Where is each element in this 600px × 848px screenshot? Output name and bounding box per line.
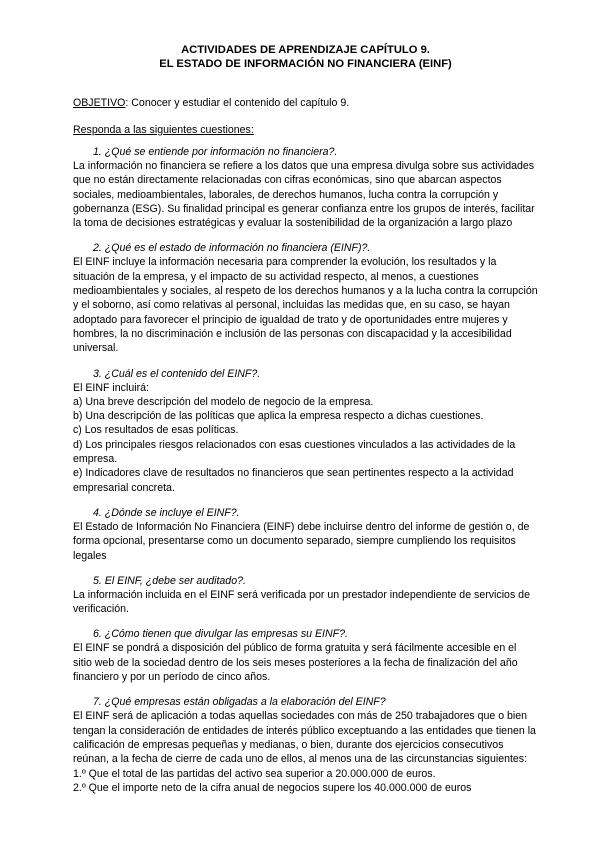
answer-text [73, 381, 538, 495]
question-7 [73, 695, 538, 795]
answer-line: b) Una descripción de las políticas que aplica la empresa respecto a dichas cuestiones. [73, 410, 484, 423]
objective-label: OBJETIVO [73, 97, 126, 109]
question-5 [73, 574, 538, 617]
answer-text [73, 641, 538, 684]
question-text: 6. ¿Cómo tienen que divulgar las empresas su EINF?. [93, 628, 348, 641]
question-text: 2. ¿Qué es el estado de información no financiera (EINF)?. [93, 242, 371, 255]
answer-paragraph: El Estado de Información No Financiera (EINF) debe incluirse dentro del informe de gestión o, de forma opcional, presentarse como un documento separado, siempre cumpliendo los requisitos legales [73, 520, 530, 562]
question-text: 1. ¿Qué se entiende por información no financiera?. [93, 146, 338, 158]
objective [73, 96, 538, 110]
question-1 [73, 145, 538, 230]
answer-line: c) Los resultados de esas políticas. [73, 424, 239, 437]
answer-line: d) Los principales riesgos relacionados con esas cuestiones vinculados a las actividades de la empresa. [73, 438, 516, 466]
title-line-2: EL ESTADO DE INFORMACIÓN NO FINANCIERA (EINF) [159, 58, 452, 70]
answer-line: a) Una breve descripción del modelo de negocio de la empresa. [73, 395, 374, 408]
objective-text: : Conocer y estudiar el contenido del capítulo 9. [125, 97, 350, 109]
question-2 [73, 241, 538, 355]
answer-line: El EINF incluirá: [73, 381, 149, 394]
answer-paragraph: El EINF se pondrá a disposición del público de forma gratuita y será fácilmente accesible en el sitio web de la sociedad dentro de los seis meses posteriores a la fecha de finalización del año financiero y por un período de cinco años. [73, 642, 518, 684]
question-3 [73, 367, 538, 495]
document-title [73, 43, 538, 71]
answer-line: 2.º Que el importe neto de la cifra anual de negocios supere los 40.000.000 de euros [73, 781, 472, 794]
question-text: 5. El EINF, ¿debe ser auditado?. [93, 574, 246, 587]
answer-text [73, 255, 538, 355]
answer-paragraph: La información incluida en el EINF será verificada por un prestador independiente de servicios de verificación. [73, 588, 530, 616]
answer-line: e) Indicadores clave de resultados no financieros que sean pertinentes respecto a la actividad empresarial concreta. [73, 467, 514, 494]
instructions: Responda a las siguientes cuestiones: [73, 124, 254, 136]
question-text: 4. ¿Dónde se incluye el EINF?. [93, 506, 240, 519]
answer-text [73, 588, 538, 617]
answer-line: 1.º Que el total de las partidas del activo sea superior a 20.000.000 de euros. [73, 767, 436, 780]
answer-text [73, 709, 538, 795]
question-text: 3. ¿Cuál es el contenido del EINF?. [93, 367, 261, 380]
answer-paragraph: La información no financiera se refiere a los datos que una empresa divulga sobre sus actividades que no están directamente relacionadas con cifras económicas, sino que abarcan aspectos sociales, medioambientales, laborales, de derechos humanos, lucha contra la corrupción y gobernanza (ESG). Su finalidad principal es generar confianza entre los grupos de interés, facilitar la toma de decisiones estratégicas y evaluar la sostenibilidad de la organización a largo plazo [73, 160, 535, 230]
question-4 [73, 506, 538, 563]
answer-text [73, 520, 538, 563]
question-6 [73, 627, 538, 684]
answer-paragraph: El EINF será de aplicación a todas aquellas sociedades con más de 250 trabajadores que o bien tengan la consideración de entidades de interés público exceptuando a las entidades que tienen la calificación de empresas pequeñas y medianas, o bien, durante dos ejercicios consecutivos reúnan, a la fecha de cierre de cada uno de ellos, al menos una de las circunstancias siguientes: [73, 710, 536, 766]
question-text: 7. ¿Qué empresas están obligadas a la elaboración del EINF? [93, 696, 386, 709]
answer-text [73, 159, 538, 230]
title-line-1: ACTIVIDADES DE APRENDIZAJE CAPÍTULO 9. [181, 44, 430, 56]
answer-paragraph: El EINF incluye la información necesaria para comprender la evolución, los resultados y la situación de la empresa, y el impacto de su actividad respecto, al menos, a cuestiones medioambientales y sociales, al respeto de los derechos humanos y a la lucha contra la corrupción y el soborno, así como relativas al personal, incluidas las medidas que, en su caso, se hayan adoptado para favorecer el principio de igualdad de trato y de oportunidades entre mujeres y hombres, la no discriminación e inclusión de las personas con discapacidad y la accesibilidad universal. [73, 256, 538, 355]
